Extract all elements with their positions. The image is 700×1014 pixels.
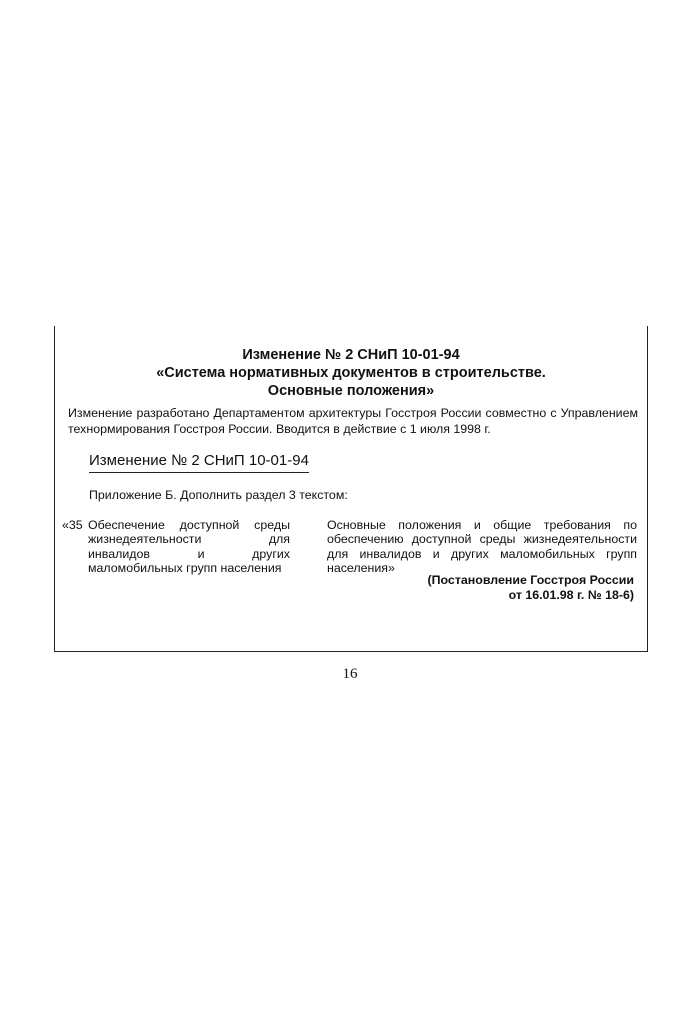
page-number: 16	[342, 666, 358, 682]
entry-number: «35	[62, 518, 83, 532]
entry-right-text: Основные положения и общие требования по обеспечению доступной среды жизнедеятельности для инвалидов и других маломобильных групп населения»	[327, 518, 637, 576]
document-title-line-1: Изменение № 2 СНиП 10-01-94	[242, 347, 460, 363]
change-heading: Изменение № 2 СНиП 10-01-94	[89, 452, 309, 473]
document-title-line-3: Основные положения»	[267, 383, 435, 399]
resolution-reference	[427, 573, 634, 602]
resolution-line-2: от 16.01.98 г. № 18-6)	[508, 587, 634, 602]
document-title-line-2: «Система нормативных документов в строительстве.	[156, 365, 546, 381]
entry-left-column	[62, 518, 290, 576]
appendix-note: Приложение Б. Дополнить раздел 3 текстом:	[89, 488, 348, 502]
resolution-line-1: (Постановление Госстроя России	[427, 573, 634, 587]
entry-left-text: Обеспечение доступной среды жизнедеятельности для инвалидов и других маломобильных групп населения	[88, 518, 290, 576]
intro-paragraph: Изменение разработано Департаментом архитектуры Госстроя России совместно с Управлением технормирования Госстроя России. Вводится в действие с 1 июля 1998 г.	[68, 406, 638, 436]
